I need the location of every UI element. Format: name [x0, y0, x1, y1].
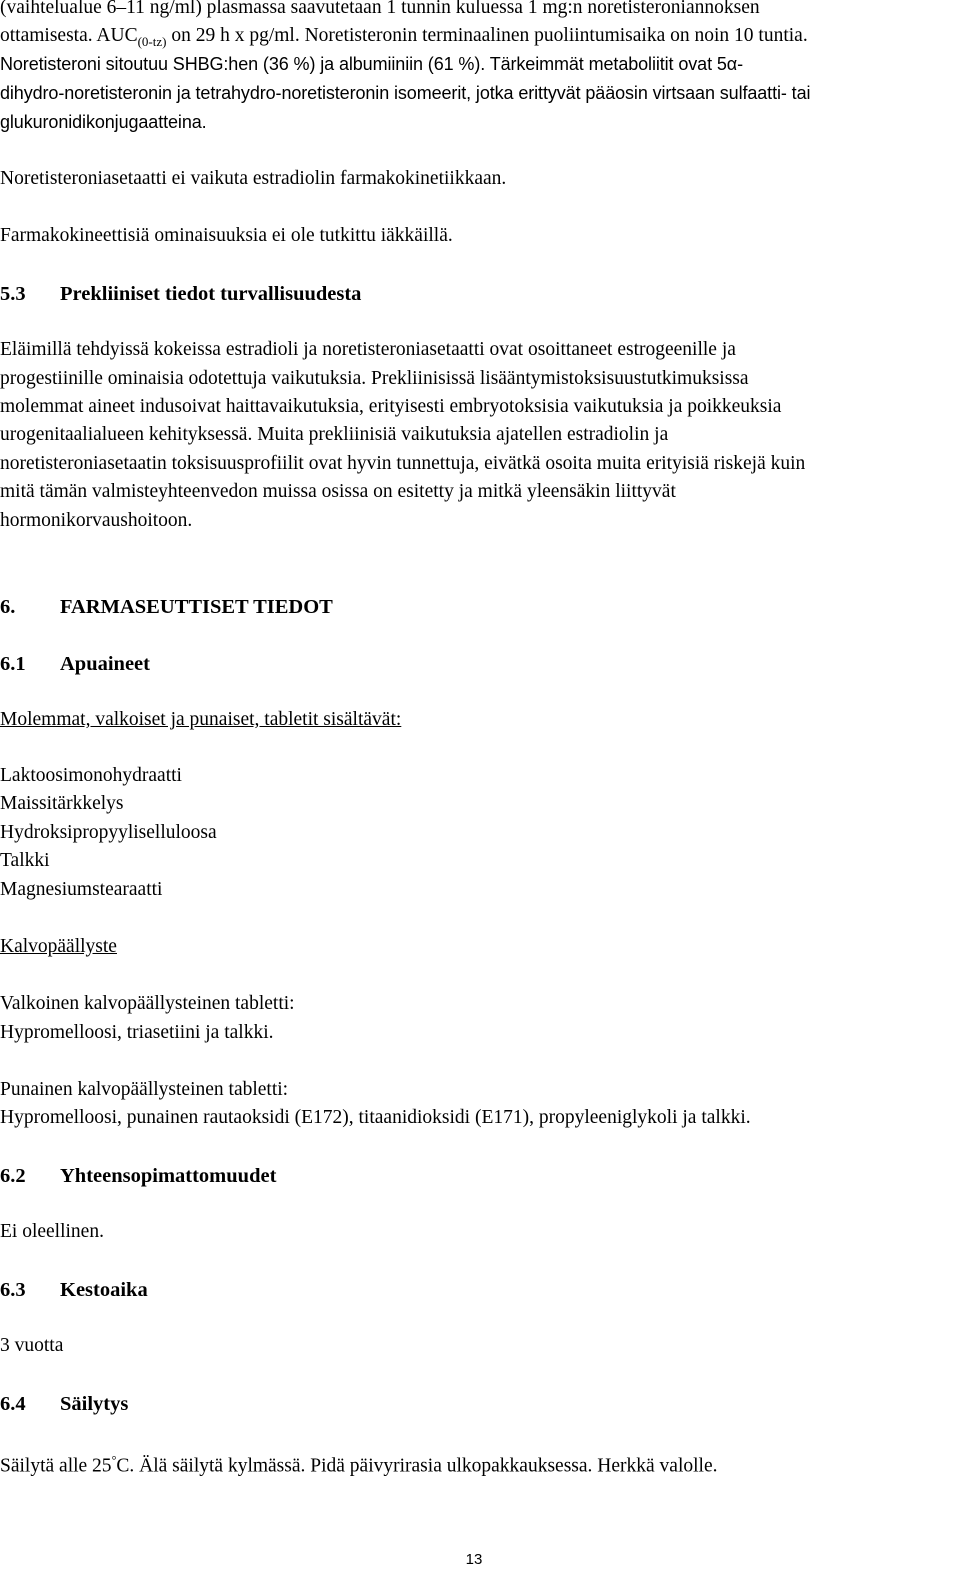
section-5-3-line: hormonikorvaushoitoon. [0, 510, 193, 531]
section-5-3-line: noretisteroniasetaatin toksisuusprofiilit ovat hyvin tunnettuja, eivätkä osoita muita erityisiä riskejä kuin [0, 453, 806, 474]
section-5-3-heading [0, 280, 361, 309]
section-5-3-line: urogenitaalialueen kehityksessä. Muita prekliinisiä vaikutuksia ajatellen estradiolin ja [0, 424, 669, 445]
auc-subscript: (0-tz) [137, 34, 167, 49]
excipient-item: Maissitärkkelys [0, 793, 124, 814]
coating-heading: Kalvopäällyste [0, 936, 117, 957]
section-5-3-line: mitä tämän valmisteyhteenvedon muissa osissa on esitetty ja mitkä yleensäkin liittyvät [0, 481, 676, 502]
section-number: 6.4 [0, 1393, 26, 1415]
section-6-1-heading [0, 650, 150, 679]
excipient-item: Laktoosimonohydraatti [0, 765, 182, 786]
red-tablet-coating: Hypromelloosi, punainen rautaoksidi (E172), titaanidioksidi (E171), propyleeniglykoli ja talkki. [0, 1107, 751, 1128]
pk-line-2 [0, 22, 808, 52]
white-tablet-label: Valkoinen kalvopäällysteinen tabletti: [0, 993, 295, 1014]
degree-symbol: ° [111, 1453, 117, 1467]
storage-text-b: C. Älä säilytä kylmässä. Pidä päivyrirasia ulkopakkauksessa. Herkkä valolle. [116, 1455, 718, 1477]
section-6-4-heading [0, 1390, 128, 1419]
section-6-2-heading [0, 1162, 276, 1191]
red-tablet-label: Punainen kalvopäällysteinen tabletti: [0, 1079, 289, 1100]
section-number: 6.2 [0, 1165, 26, 1187]
section-title: Yhteensopimattomuudet [60, 1165, 277, 1187]
section-number: 6.1 [0, 653, 26, 675]
storage-text-a: Säilytä alle 25 [0, 1455, 112, 1477]
section-title: Säilytys [60, 1393, 129, 1415]
section-6-2-text: Ei oleellinen. [0, 1221, 104, 1242]
section-5-3-line: progestiinille ominaisia odotettuja vaikutuksia. Prekliinisissä lisääntymistoksisuustutkimuksissa [0, 368, 749, 389]
pk-line-4: dihydro-noretisteronin ja tetrahydro-noretisteronin isomeerit, jotka erittyvät pääosin virtsaan sulfaatti- tai [0, 83, 811, 103]
white-tablet-coating: Hypromelloosi, triasetiini ja talkki. [0, 1022, 274, 1043]
section-title: Apuaineet [60, 653, 150, 675]
pk-paragraph-2: Noretisteroniasetaatti ei vaikuta estradiolin farmakokinetiikkaan. [0, 168, 507, 189]
section-5-3-line: molemmat aineet indusoivat haittavaikutuksia, erityisesti embryotoksisia vaikutuksia ja poikkeuksia [0, 396, 782, 417]
pk-line-1: (vaihtelualue 6–11 ng/ml) plasmassa saavutetaan 1 tunnin kuluessa 1 mg:n noretisteroniannoksen [0, 0, 760, 18]
excipient-item: Magnesiumstearaatti [0, 879, 163, 900]
section-number: 6. [0, 596, 16, 618]
excipient-item: Hydroksipropyyliselluloosa [0, 822, 217, 843]
section-number: 6.3 [0, 1279, 26, 1301]
pk-line-3-text-a: Noretisteroni sitoutuu SHBG:hen (36 %) ja albumiiniin (61 %). [0, 54, 486, 74]
pk-line-5: glukuronidikonjugaatteina. [0, 112, 207, 132]
section-number: 5.3 [0, 283, 26, 305]
section-6-3-text: 3 vuotta [0, 1335, 64, 1356]
section-6-heading [0, 593, 333, 622]
core-excipients-heading: Molemmat, valkoiset ja punaiset, tabletit sisältävät: [0, 709, 402, 730]
section-title: Kestoaika [60, 1279, 148, 1301]
section-title: Prekliiniset tiedot turvallisuudesta [60, 283, 362, 305]
section-6-4-text [0, 1446, 717, 1481]
pk-line-2-text-b: on 29 h x pg/ml. Noretisteronin terminaalinen puoliintumisaika on noin 10 tuntia. [166, 25, 808, 46]
pk-line-3-text-b: Tärkeimmät metaboliitit ovat 5α- [485, 54, 743, 74]
pk-line-2-text-a: ottamisesta. AUC [0, 25, 138, 46]
excipient-item: Talkki [0, 850, 50, 871]
section-6-3-heading [0, 1276, 148, 1305]
page-number: 13 [465, 1551, 483, 1568]
section-5-3-line: Eläimillä tehdyissä kokeissa estradioli ja noretisteroniasetaatti ovat osoittaneet estrogeenille ja [0, 339, 736, 360]
section-title: FARMASEUTTISET TIEDOT [60, 596, 333, 618]
pk-line-3 [0, 50, 743, 80]
pk-paragraph-3: Farmakokineettisiä ominaisuuksia ei ole tutkittu iäkkäillä. [0, 225, 453, 246]
